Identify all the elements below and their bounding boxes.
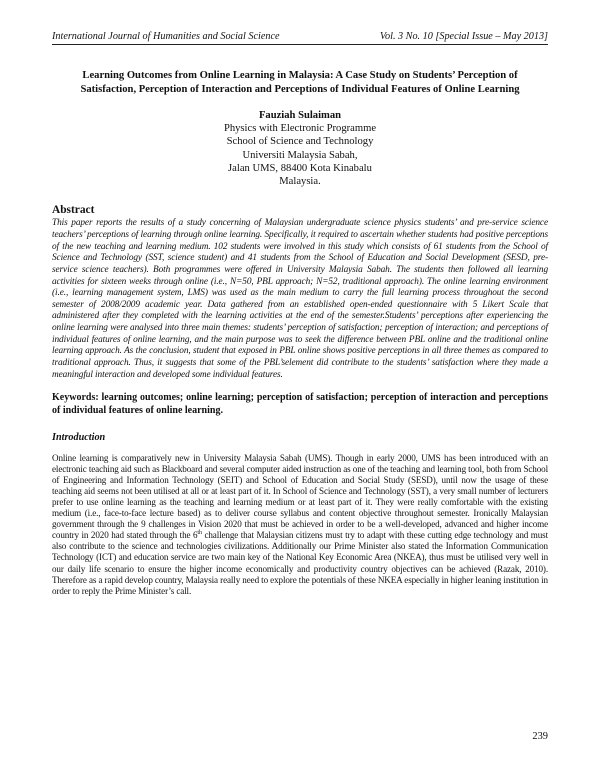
author-block bbox=[52, 109, 548, 188]
issue-info: Vol. 3 No. 10 [Special Issue – May 2013] bbox=[379, 31, 548, 42]
introduction-text bbox=[52, 453, 548, 597]
keywords: Keywords: learning outcomes; online learning; perception of satisfaction; perception of interaction and perceptions of individual features of online learning. bbox=[52, 392, 548, 416]
intro-text-part: challenge that Malaysian citizens must try to adapt with these cutting edge technology and must also contribute to the science and technologies civilizations. Additionally our Prime Minister also stated the Information Communication Technology (ICT) and education service are two main key of the National Key Economic Area (NKEA), thus must be utilised very well in our daily life scenario to ensure the higher income economically and productivity country objectives can be achieved (Razak, 2010). Therefore as a rapid develop country, Malaysia really need to explore the potentials of these NKEA especially in higher leaning institution in order to reply the Prime Minister’s call. bbox=[52, 530, 548, 596]
affiliation-line: Jalan UMS, 88400 Kota Kinabalu bbox=[228, 162, 372, 174]
journal-name: International Journal of Humanities and Social Science bbox=[52, 31, 280, 42]
introduction-heading: Introduction bbox=[52, 431, 106, 443]
paper-page bbox=[52, 30, 548, 597]
affiliation-line: Physics with Electronic Programme bbox=[223, 123, 377, 135]
affiliation-line: School of Science and Technology bbox=[226, 136, 374, 148]
author-name: Fauziah Sulaiman bbox=[258, 110, 342, 121]
header-rule bbox=[52, 44, 548, 45]
superscript: th bbox=[197, 530, 202, 537]
running-header bbox=[52, 30, 548, 43]
abstract-text: This paper reports the results of a study concerning of Malaysian undergraduate science physics students’ and pre-service science teachers’ perceptions of learning through online learning. Specifically, it required to ascertain whether students had positive perceptions of the new teaching and learning medium. 102 students were involved in this study which consists of 61 students from the School of Science and Technology (SST, science student) and 41 students from the School of Education and Social Development (SESD, pre-service science teachers). Both programmes were offered in University Malaysia Sabah. The students then followed all learning activities for sixteen weeks through online (i.e., N=50, PBL approach; N=52, traditional approach). The online learning environment (i.e., learning management system, LMS) was used as the main medium to carry the full learning process throughout the second semester of 2008/2009 academic year. Data gathered from an established open-ended questionnaire with 5 Likert Scale that administered after they completed with the learning activities at the end of the semester.Students’ perceptions after experiencing the online learning were analysed into three main themes: students’ perception of satisfaction; perception of interaction; and perceptions of individual features of online learning, and the main purpose was to seek the difference between PBL online and the traditional online learning approach. As the conclusion, student that exposed in PBL online shows positive perceptions in all three themes as compared to traditional approach. Thus, it suggests that some of the PBL’selement did contribute to the students’ satisfaction where they made a meaningful interaction and developed some individual features. bbox=[52, 218, 548, 380]
intro-text-part: Online learning is comparatively new in University Malaysia Sabah (UMS). Though in early 2000, UMS has been introduced with an electronic teaching aid such as Blackboard and several computer aided instruction as one of the teaching and learning tool, both from School of Engineering and Information Technology (SEIT) and School of Education and Social Study (SESD), until now the usage of these teaching aid seems not been utilised at all or at least part of it. In School of Science and Technology (SST), a very small number of lecturers prefer to use online learning as the teaching and learning medium or at least part of it. They were really comfortable with the existing medium (i.e., face-to-face lecture based) as to deliver course syllabus and content objective throughout semester. Ironically Malaysian government through the 9 challenges in Vision 2020 that must be achieved in order to be a well-developed, advanced and higher income country in 2020 had stated through the 6 bbox=[52, 452, 548, 541]
abstract-heading: Abstract bbox=[52, 204, 95, 217]
page-number: 239 bbox=[532, 731, 548, 742]
affiliation-line: Universiti Malaysia Sabah, bbox=[242, 149, 358, 161]
paper-title: Learning Outcomes from Online Learning in Malaysia: A Case Study on Students’ Perception of Satisfaction, Perception of Interaction and Perceptions of Individual Features of Online Learning bbox=[80, 70, 520, 95]
affiliation-line: Malaysia. bbox=[279, 176, 321, 188]
